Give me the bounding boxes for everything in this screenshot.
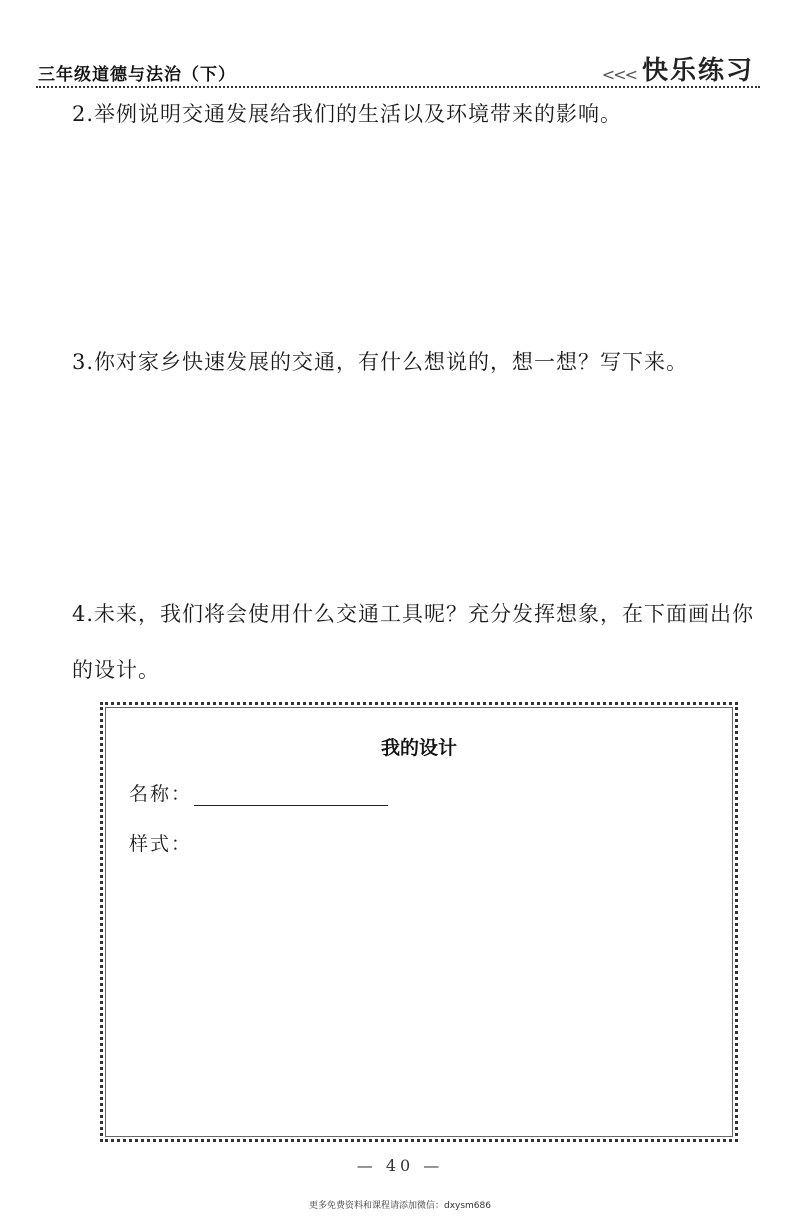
page-number: — 40 — [356, 1156, 444, 1175]
style-label: 样式： [129, 833, 193, 855]
brand-title: 快乐练习 [641, 56, 754, 86]
brand-block [602, 50, 754, 87]
design-box[interactable] [100, 702, 738, 1142]
question-text: 举例说明交通发展给我们的生活以及环境带来的影响。 [94, 102, 623, 126]
question-number: 2. [72, 102, 95, 126]
name-label: 名称： [129, 783, 193, 805]
question-number: 4. [72, 602, 95, 626]
question-number: 3. [72, 350, 95, 374]
question-2 [72, 86, 762, 142]
style-field-row [129, 829, 192, 856]
question-text: 未来，我们将会使用什么交通工具呢？充分发挥想象，在下面画出你的设计。 [72, 602, 755, 682]
design-box-title: 我的设计 [380, 737, 457, 759]
question-text: 你对家乡快速发展的交通，有什么想说的，想一想？写下来。 [94, 350, 689, 374]
question-4 [72, 586, 762, 698]
chevron-left-icon: <<< [601, 65, 636, 84]
subject-title: 三年级道德与法治（下） [38, 65, 236, 85]
question-3 [72, 334, 762, 390]
name-answer-line[interactable] [194, 785, 388, 806]
name-field-row[interactable] [129, 779, 388, 806]
footer-note: 更多免费资料和课程请添加微信：dxysm686 [308, 1201, 491, 1211]
